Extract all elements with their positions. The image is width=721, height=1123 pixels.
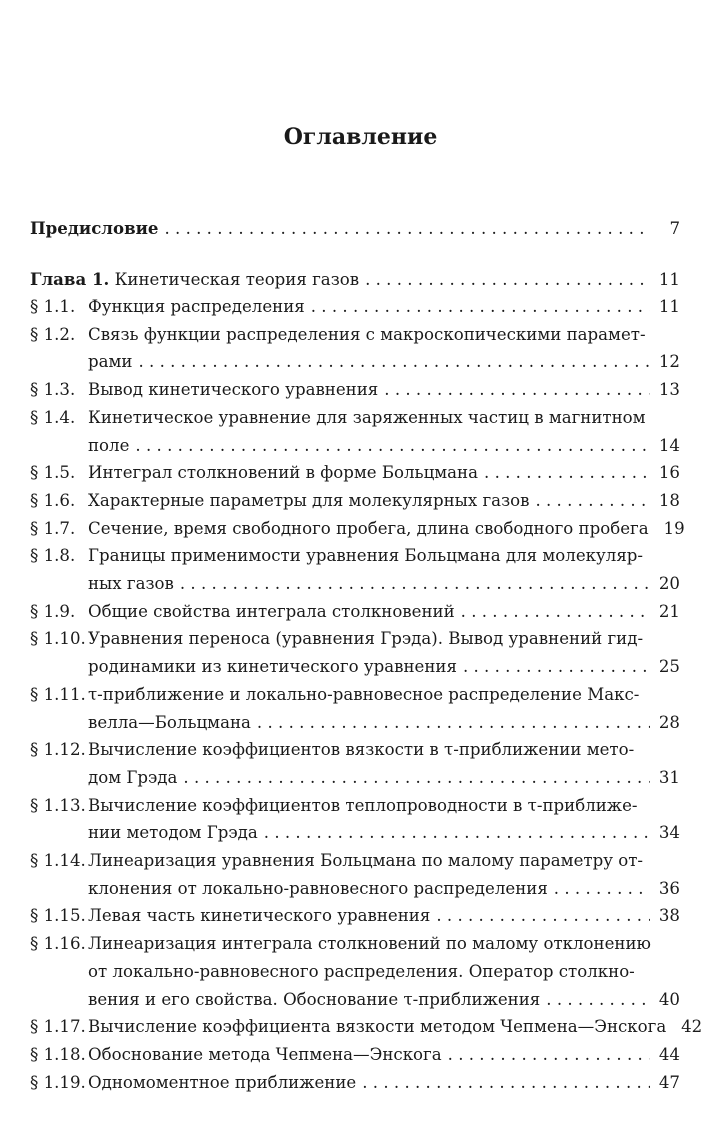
toc-entry-text — [88, 764, 680, 792]
toc-entry-continuation[interactable] — [30, 986, 680, 1014]
dot-leader — [484, 459, 650, 487]
section-number: § 1.4. — [30, 407, 76, 427]
section-title-line: Линеаризация уравнения Больцмана по малому параметру от- — [88, 851, 644, 870]
section-title-line: ных газов — [88, 574, 174, 593]
toc-page-number: 38 — [658, 906, 680, 926]
dot-leader — [365, 266, 650, 294]
section-title-line: родинамики из кинетического уравнения — [88, 657, 457, 677]
dot-leader — [384, 376, 650, 404]
toc-page-number: 19 — [663, 518, 685, 538]
section-title-line: Вычисление коэффициентов теплопроводности в τ-приближе- — [88, 795, 638, 815]
toc-page-number: 11 — [658, 270, 680, 289]
toc-entry-text — [88, 902, 680, 930]
dot-leader — [264, 819, 650, 847]
section-number: § 1.16. — [30, 934, 86, 954]
section-title-line: поле — [88, 435, 130, 455]
dot-leader — [463, 653, 650, 681]
toc-entry-section[interactable] — [30, 1069, 680, 1097]
toc-page-number: 44 — [658, 1044, 680, 1064]
toc-entry-continuation[interactable] — [30, 348, 680, 376]
toc-entry-text — [88, 625, 680, 653]
toc-entry-text — [88, 1041, 680, 1069]
page-title: Оглавление — [283, 124, 438, 150]
section-number: § 1.13. — [30, 795, 86, 815]
toc-entry-text — [88, 792, 680, 820]
dot-leader — [461, 598, 650, 626]
toc-page-number: 14 — [658, 435, 680, 455]
section-title-line: τ-приближение и локально-равновесное распределение Макс- — [88, 684, 640, 704]
toc-entry-continuation[interactable] — [30, 958, 680, 986]
toc-entry-section[interactable] — [30, 515, 685, 543]
section-number: § 1.19. — [30, 1072, 86, 1092]
section-title-line: Вычисление коэффициента вязкости методом Чепмена—Энскога — [88, 1017, 667, 1037]
section-number: § 1.18. — [30, 1044, 86, 1064]
toc-entry-label: Предисловие — [30, 218, 159, 238]
toc-page-number: 7 — [669, 219, 680, 238]
section-number: § 1.6. — [30, 490, 76, 510]
dot-leader — [311, 293, 650, 321]
toc-entry-text — [88, 875, 680, 903]
toc-entry-text — [88, 1013, 703, 1041]
dot-leader — [257, 709, 650, 737]
toc-entry-section[interactable] — [30, 736, 680, 764]
toc-entry-preface[interactable] — [30, 214, 680, 242]
section-number: § 1.12. — [30, 740, 86, 760]
toc-entry-text — [30, 214, 680, 243]
section-number: § 1.3. — [30, 380, 76, 400]
toc-entry-section[interactable] — [30, 792, 680, 820]
toc-entry-continuation[interactable] — [30, 875, 680, 903]
section-number: § 1.11. — [30, 684, 86, 704]
toc-page-number: 16 — [658, 463, 680, 483]
toc-entry-text — [88, 515, 685, 543]
dot-leader — [138, 348, 650, 376]
toc-page-number: 34 — [658, 823, 680, 843]
section-number: § 1.1. — [30, 297, 76, 316]
toc-page-number: 40 — [658, 989, 680, 1009]
section-title-line: клонения от локально-равновесного распределения — [88, 878, 548, 898]
toc-page-number: 11 — [658, 297, 680, 316]
chapter-prefix: Глава 1. — [30, 269, 110, 289]
toc-page-number: 36 — [658, 878, 680, 898]
toc-entry-text — [88, 542, 680, 570]
dot-leader — [164, 215, 650, 243]
toc-entry-section[interactable] — [30, 459, 680, 487]
toc-entry-text — [88, 819, 680, 847]
toc-entry-text — [88, 847, 680, 875]
toc-page-number: 31 — [658, 767, 680, 787]
toc-entry-section[interactable] — [30, 404, 680, 432]
toc-entry-text — [88, 376, 680, 404]
toc-entry-text — [88, 653, 680, 681]
section-title-line: дом Грэда — [88, 767, 178, 787]
toc-entry-text — [88, 736, 680, 764]
section-number: § 1.10. — [30, 629, 86, 649]
section-number: § 1.9. — [30, 601, 76, 621]
section-title-line: Границы применимости уравнения Больцмана для молекуляр- — [88, 546, 644, 566]
dot-leader — [180, 570, 650, 598]
section-title-line: Уравнения переноса (уравнения Грэда). Вывод уравнений гид- — [88, 629, 644, 649]
toc-entry-section[interactable] — [30, 1013, 703, 1041]
toc-entry-text — [88, 432, 680, 460]
toc-page-number: 28 — [658, 712, 680, 732]
section-title-line: Левая часть кинетического уравнения — [88, 906, 431, 926]
section-title-line: Связь функции распределения с макроскопическими парамет- — [88, 324, 646, 344]
toc-page-number: 20 — [658, 574, 680, 593]
section-title-line: Сечение, время свободного пробега, длина свободного пробега — [88, 518, 649, 538]
toc-entry-text — [88, 348, 680, 376]
section-number: § 1.15. — [30, 906, 86, 926]
toc-entry-section[interactable] — [30, 930, 680, 958]
section-title-line: Интеграл столкновений в форме Больцмана — [88, 463, 479, 483]
section-title-line: нии методом Грэда — [88, 823, 258, 843]
dot-leader — [183, 764, 650, 792]
section-title-line: Обоснование метода Чепмена—Энскога — [88, 1044, 442, 1064]
toc-entry-section[interactable] — [30, 598, 680, 626]
toc-entry-text — [88, 293, 680, 321]
section-title-line: Вычисление коэффициентов вязкости в τ-приближении мето- — [88, 740, 635, 760]
toc-entry-text — [88, 459, 680, 487]
toc-entry-text — [88, 487, 680, 515]
chapter-title: Кинетическая теория газов — [114, 270, 360, 289]
toc-entry-section[interactable] — [30, 625, 680, 653]
dot-leader — [535, 487, 650, 515]
toc-entry-section[interactable] — [30, 847, 680, 875]
section-title-line: Кинетическое уравнение для заряженных частиц в магнитном — [88, 407, 646, 427]
section-title-line: рами — [88, 352, 133, 372]
toc-entry-section[interactable] — [30, 1041, 680, 1069]
dot-leader — [135, 432, 650, 460]
section-number: § 1.5. — [30, 463, 76, 483]
toc-entry-section[interactable] — [30, 487, 680, 515]
toc-entry-text — [88, 570, 680, 598]
toc-entry-section[interactable] — [30, 293, 680, 321]
toc-entry-text — [88, 709, 680, 737]
toc-entry-continuation[interactable] — [30, 653, 680, 681]
toc-page-number: 12 — [658, 352, 680, 372]
toc-page-number: 13 — [658, 380, 680, 400]
toc-entry-label — [30, 265, 359, 294]
toc-entry-chapter-1[interactable] — [30, 265, 680, 293]
section-title-line: вения и его свойства. Обоснование τ-приближения — [88, 989, 541, 1009]
toc-entry-text — [88, 930, 680, 958]
toc-entry-text — [30, 265, 680, 294]
section-number: § 1.17. — [30, 1017, 86, 1037]
section-title-line: Характерные параметры для молекулярных газов — [88, 490, 530, 510]
toc-entry-continuation[interactable] — [30, 570, 680, 598]
dot-leader — [546, 986, 650, 1014]
toc-entry-text — [88, 598, 680, 626]
dot-leader — [362, 1069, 650, 1097]
toc-entry-continuation[interactable] — [30, 764, 680, 792]
toc-entry-continuation[interactable] — [30, 432, 680, 460]
toc-entry-continuation[interactable] — [30, 709, 680, 737]
section-number: § 1.2. — [30, 324, 76, 344]
dot-leader — [448, 1041, 650, 1069]
section-number: § 1.14. — [30, 851, 86, 870]
toc-entry-continuation[interactable] — [30, 819, 680, 847]
dot-leader — [436, 902, 650, 930]
section-title-line: Линеаризация интеграла столкновений по малому отклонению — [88, 934, 651, 954]
toc-entry-text — [88, 321, 680, 349]
section-number: § 1.8. — [30, 546, 76, 566]
toc-page-number: 21 — [658, 601, 680, 621]
toc-entry-text — [88, 958, 680, 986]
section-title-line: от локально-равновесного распределения. Оператор столкно- — [88, 961, 635, 981]
section-title-line: Функция распределения — [88, 297, 305, 316]
toc-page-number: 18 — [658, 490, 680, 510]
toc-entry-section[interactable] — [30, 681, 680, 709]
toc-page-number: 42 — [681, 1017, 703, 1037]
toc-entry-text — [88, 681, 680, 709]
toc-entry-text — [88, 986, 680, 1014]
toc-page-number: 47 — [658, 1072, 680, 1092]
toc-entry-text — [88, 404, 680, 432]
section-title-line: Одномоментное приближение — [88, 1072, 357, 1092]
section-title-line: велла—Больцмана — [88, 712, 251, 732]
section-number: § 1.7. — [30, 518, 76, 538]
toc-entry-section[interactable] — [30, 542, 680, 570]
toc-page-number: 25 — [658, 657, 680, 677]
toc-entry-section[interactable] — [30, 902, 680, 930]
toc-entry-text — [88, 1069, 680, 1097]
toc-entry-section[interactable] — [30, 321, 680, 349]
section-title-line: Общие свойства интеграла столкновений — [88, 601, 455, 621]
toc-entry-section[interactable] — [30, 376, 680, 404]
section-title-line: Вывод кинетического уравнения — [88, 380, 379, 400]
dot-leader — [554, 875, 650, 903]
